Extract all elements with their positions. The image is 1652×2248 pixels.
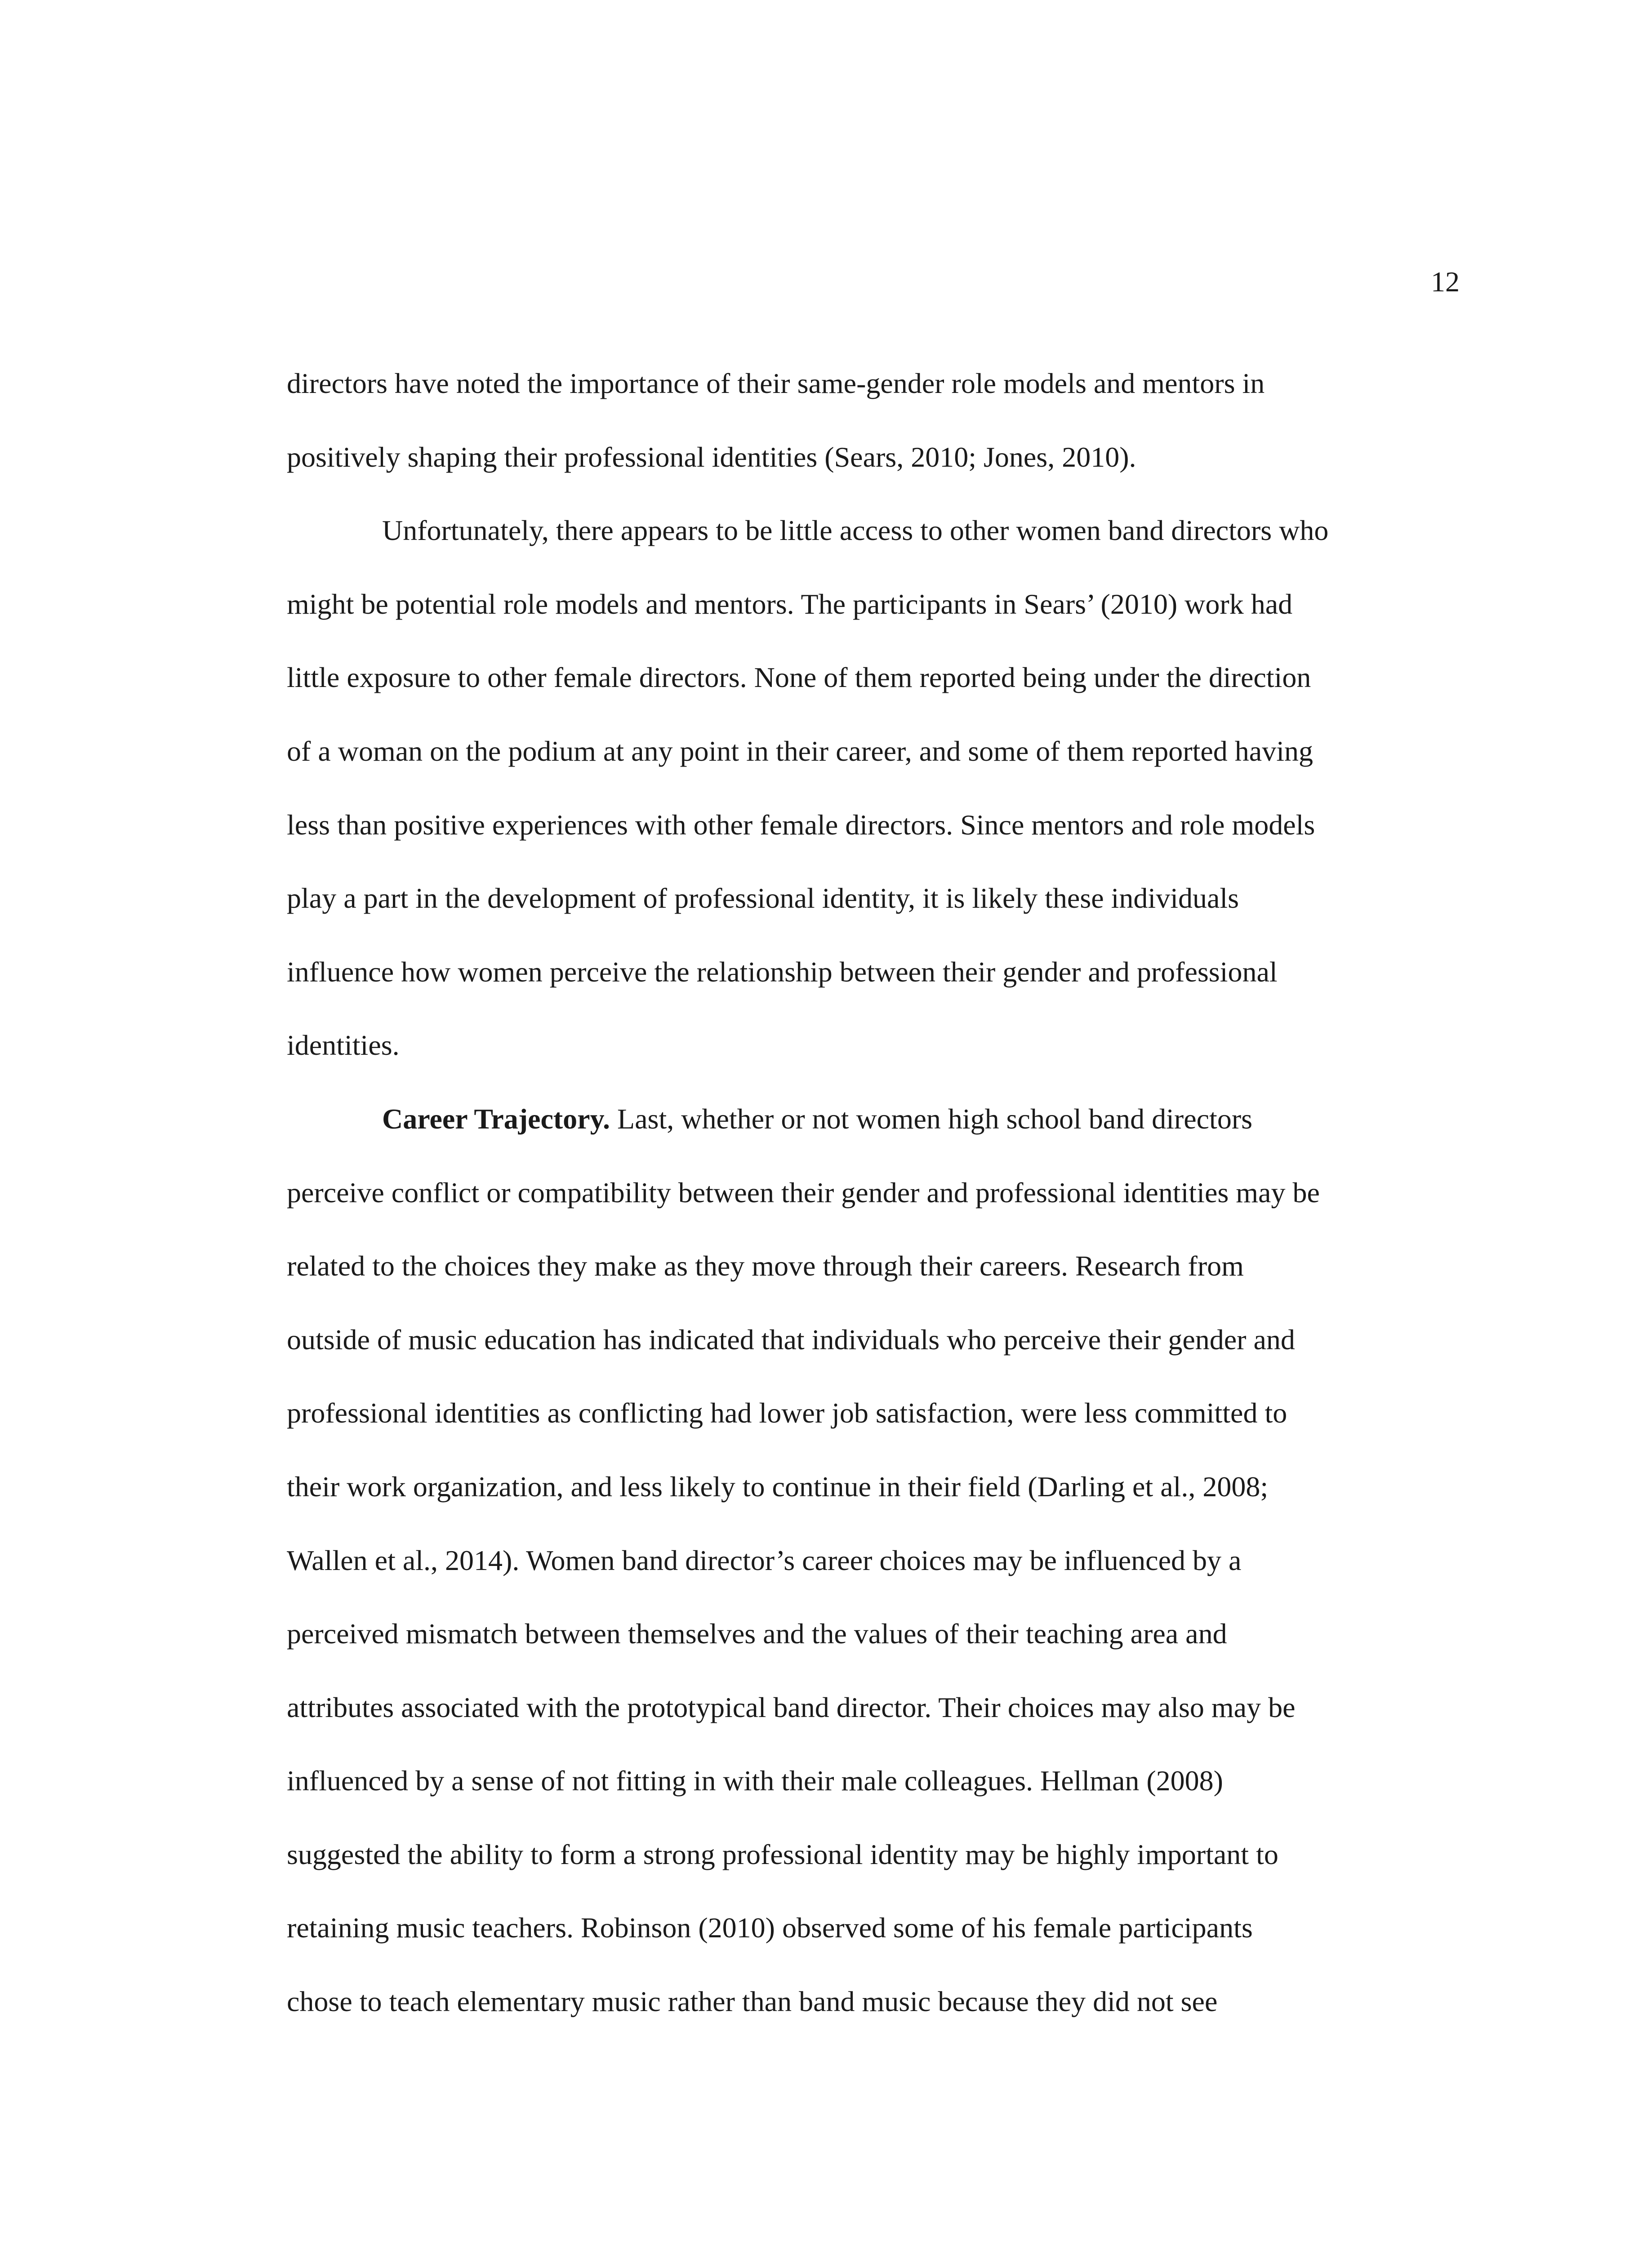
line-text: suggested the ability to form a strong professional identity may be highly important to (287, 1838, 1278, 1870)
text-line (287, 1100, 1438, 1173)
line-text: perceived mismatch between themselves and the values of their teaching area and (287, 1618, 1227, 1650)
line-text: attributes associated with the prototypical band director. Their choices may also may be (287, 1691, 1296, 1723)
line-text: might be potential role models and mentors. The participants in Sears’ (2010) work had (287, 588, 1293, 620)
text-line (287, 511, 1438, 585)
text-line (287, 585, 1438, 659)
line-text: perceive conflict or compatibility between their gender and professional identities may be (287, 1176, 1320, 1209)
line-text: identities. (287, 1029, 400, 1062)
line-text: related to the choices they make as they move through their careers. Research from (287, 1250, 1244, 1282)
line-text: chose to teach elementary music rather than band music because they did not see (287, 1985, 1218, 2018)
line-text: positively shaping their professional identities (Sears, 2010; Jones, 2010). (287, 441, 1136, 473)
line-text: Wallen et al., 2014). Women band director’s career choices may be influenced by a (287, 1544, 1242, 1576)
line-text: influenced by a sense of not fitting in with their male colleagues. Hellman (2008) (287, 1765, 1223, 1797)
section-heading: Career Trajectory. (382, 1102, 610, 1135)
line-text: Unfortunately, there appears to be little access to other women band directors who (382, 514, 1329, 547)
text-line (287, 1688, 1438, 1762)
text-line (287, 1615, 1438, 1688)
line-text: outside of music education has indicated that individuals who perceive their gender and (287, 1323, 1295, 1356)
text-line (287, 1173, 1438, 1247)
line-text: directors have noted the importance of their same-gender role models and mentors in (287, 367, 1265, 399)
text-line (287, 732, 1438, 806)
text-line (287, 1467, 1438, 1541)
text-line (287, 879, 1438, 953)
line-text: influence how women perceive the relationship between their gender and professional (287, 955, 1278, 988)
text-line (287, 953, 1438, 1026)
text-line (287, 658, 1438, 732)
text-line (287, 1320, 1438, 1394)
line-text: play a part in the development of professional identity, it is likely these individuals (287, 882, 1239, 914)
text-line (287, 1394, 1438, 1467)
text-line (287, 1835, 1438, 1909)
line-text: Last, whether or not women high school band directors (610, 1102, 1253, 1135)
page-number: 12 (1431, 266, 1460, 298)
text-line (287, 806, 1438, 879)
line-text: of a woman on the podium at any point in their career, and some of them reported having (287, 735, 1313, 767)
text-line (287, 1909, 1438, 1982)
line-text: little exposure to other female directors. None of them reported being under the direction (287, 661, 1311, 694)
text-line (287, 438, 1438, 512)
line-text: their work organization, and less likely to continue in their field (Darling et al., 2008; (287, 1470, 1269, 1503)
line-text: professional identities as conflicting had lower job satisfaction, were less committed to (287, 1397, 1287, 1429)
line-text: less than positive experiences with other female directors. Since mentors and role models (287, 808, 1315, 841)
text-line (287, 1982, 1438, 2056)
text-line (287, 1247, 1438, 1320)
text-line (287, 1762, 1438, 1835)
line-text: retaining music teachers. Robinson (2010) observed some of his female participants (287, 1912, 1253, 1944)
body-text (287, 364, 1438, 2056)
text-line (287, 1026, 1438, 1100)
text-line (287, 364, 1438, 438)
text-line (287, 1541, 1438, 1615)
